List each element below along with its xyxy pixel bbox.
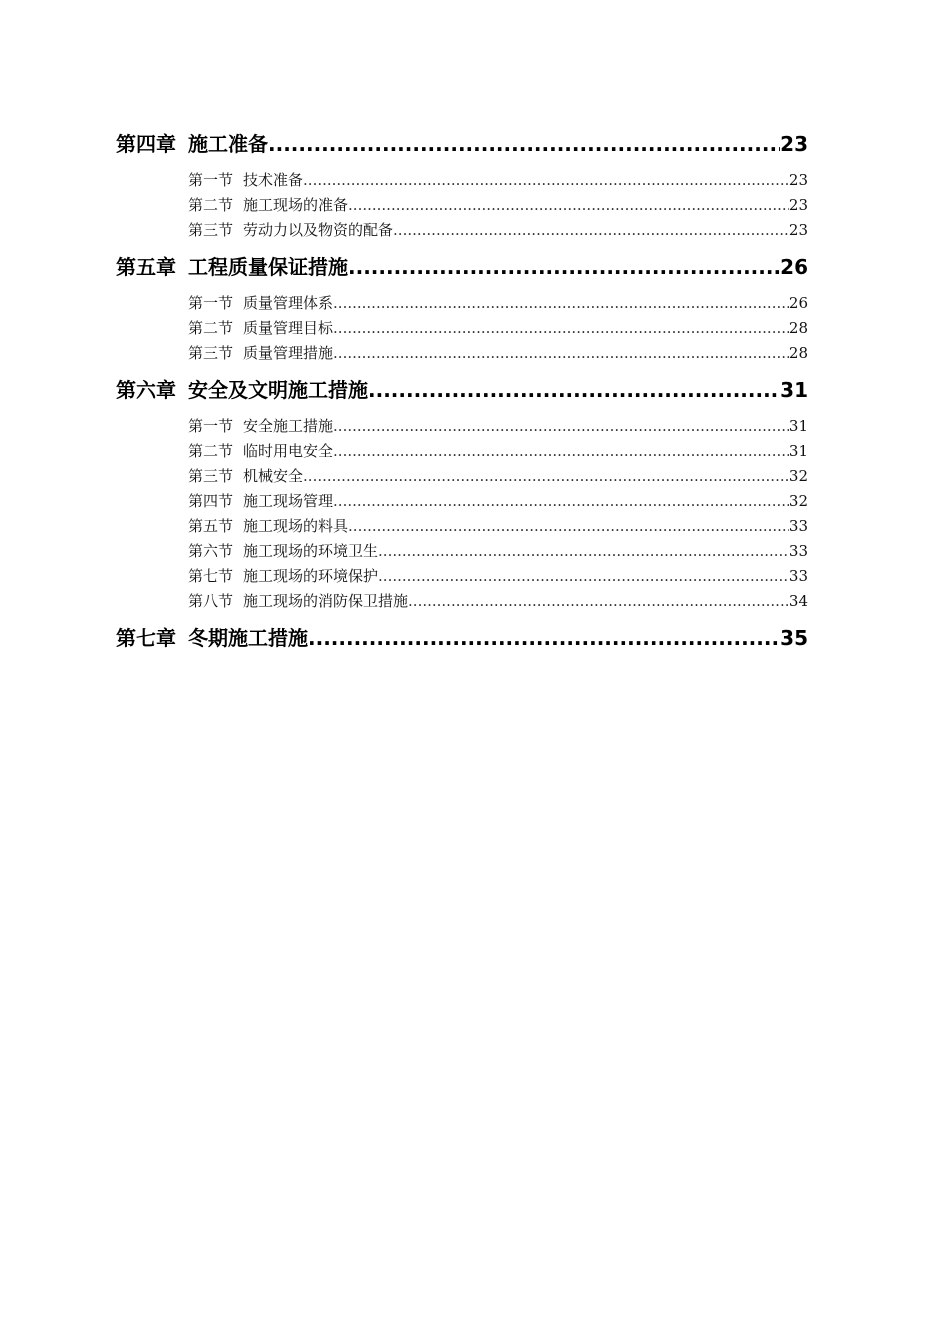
section-number: 第七节 [188, 567, 234, 585]
section-page-number: 31 [788, 442, 808, 460]
section-number: 第二节 [188, 442, 234, 460]
section-title: 施工现场管理 [243, 492, 334, 510]
section-title: 施工现场的准备 [243, 196, 349, 214]
toc-section[interactable] [188, 464, 808, 489]
section-page-number: 23 [788, 171, 808, 189]
toc-section[interactable] [188, 341, 808, 366]
section-page-number: 33 [788, 542, 808, 560]
toc-section[interactable] [188, 589, 808, 614]
dot-leader [308, 622, 780, 654]
section-page-number: 28 [788, 344, 808, 362]
chapter-number: 第五章 [116, 255, 176, 279]
section-number: 第五节 [188, 517, 234, 535]
dot-leader [348, 514, 789, 539]
dot-leader [303, 464, 789, 489]
dot-leader [333, 316, 789, 341]
section-number: 第三节 [188, 221, 234, 239]
section-number: 第八节 [188, 592, 234, 610]
dot-leader [333, 414, 789, 439]
section-page-number: 23 [788, 196, 808, 214]
section-number: 第三节 [188, 467, 234, 485]
toc-section[interactable] [188, 564, 808, 589]
chapter-page-number: 26 [780, 255, 808, 279]
section-number: 第一节 [188, 294, 234, 312]
dot-leader [378, 564, 789, 589]
section-title: 质量管理体系 [243, 294, 334, 312]
section-page-number: 28 [788, 319, 808, 337]
chapter-heading [116, 374, 368, 406]
section-title: 质量管理目标 [243, 319, 334, 337]
dot-leader [368, 374, 780, 406]
toc-section[interactable] [188, 291, 808, 316]
chapter-title: 施工准备 [188, 132, 268, 156]
dot-leader [348, 193, 789, 218]
section-title: 施工现场的环境保护 [243, 567, 379, 585]
dot-leader [333, 439, 789, 464]
dot-leader [268, 128, 780, 160]
toc-section[interactable] [188, 168, 808, 193]
toc-section[interactable] [188, 439, 808, 464]
dot-leader [348, 251, 780, 283]
chapter-page-number: 35 [780, 626, 808, 650]
section-page-number: 31 [788, 417, 808, 435]
dot-leader [333, 291, 789, 316]
section-title: 施工现场的料具 [243, 517, 349, 535]
chapter-title: 工程质量保证措施 [188, 255, 348, 279]
chapter-title: 冬期施工措施 [188, 626, 308, 650]
toc-section[interactable] [188, 489, 808, 514]
section-title: 劳动力以及物资的配备 [243, 221, 394, 239]
dot-leader [408, 589, 789, 614]
section-title: 机械安全 [243, 467, 304, 485]
toc-chapter-6[interactable] [116, 374, 808, 406]
section-title: 技术准备 [243, 171, 304, 189]
toc-chapter-4[interactable] [116, 128, 808, 160]
section-page-number: 33 [788, 567, 808, 585]
toc-section[interactable] [188, 193, 808, 218]
chapter-number: 第七章 [116, 626, 176, 650]
section-number: 第二节 [188, 319, 234, 337]
section-title: 施工现场的消防保卫措施 [243, 592, 409, 610]
chapter-number: 第六章 [116, 378, 176, 402]
dot-leader [378, 539, 789, 564]
section-number: 第六节 [188, 542, 234, 560]
chapter-heading [116, 128, 268, 160]
section-page-number: 26 [788, 294, 808, 312]
chapter-page-number: 31 [780, 378, 808, 402]
toc-chapter-5[interactable] [116, 251, 808, 283]
toc-chapter-7[interactable] [116, 622, 808, 654]
section-page-number: 33 [788, 517, 808, 535]
chapter-heading [116, 251, 348, 283]
section-title: 质量管理措施 [243, 344, 334, 362]
section-number: 第二节 [188, 196, 234, 214]
section-page-number: 32 [788, 492, 808, 510]
table-of-contents [116, 128, 808, 654]
dot-leader [333, 489, 789, 514]
chapter-heading [116, 622, 308, 654]
dot-leader [393, 218, 789, 243]
chapter-6-sections [116, 414, 808, 614]
chapter-title: 安全及文明施工措施 [188, 378, 368, 402]
toc-section[interactable] [188, 316, 808, 341]
chapter-4-sections [116, 168, 808, 243]
section-number: 第一节 [188, 417, 234, 435]
toc-section[interactable] [188, 539, 808, 564]
section-page-number: 23 [788, 221, 808, 239]
toc-section[interactable] [188, 218, 808, 243]
chapter-5-sections [116, 291, 808, 366]
section-title: 施工现场的环境卫生 [243, 542, 379, 560]
section-number: 第四节 [188, 492, 234, 510]
section-page-number: 32 [788, 467, 808, 485]
toc-section[interactable] [188, 414, 808, 439]
chapter-number: 第四章 [116, 132, 176, 156]
section-number: 第三节 [188, 344, 234, 362]
dot-leader [333, 341, 789, 366]
toc-section[interactable] [188, 514, 808, 539]
section-page-number: 34 [788, 592, 808, 610]
section-number: 第一节 [188, 171, 234, 189]
section-title: 临时用电安全 [243, 442, 334, 460]
section-title: 安全施工措施 [243, 417, 334, 435]
chapter-page-number: 23 [780, 132, 808, 156]
dot-leader [303, 168, 789, 193]
